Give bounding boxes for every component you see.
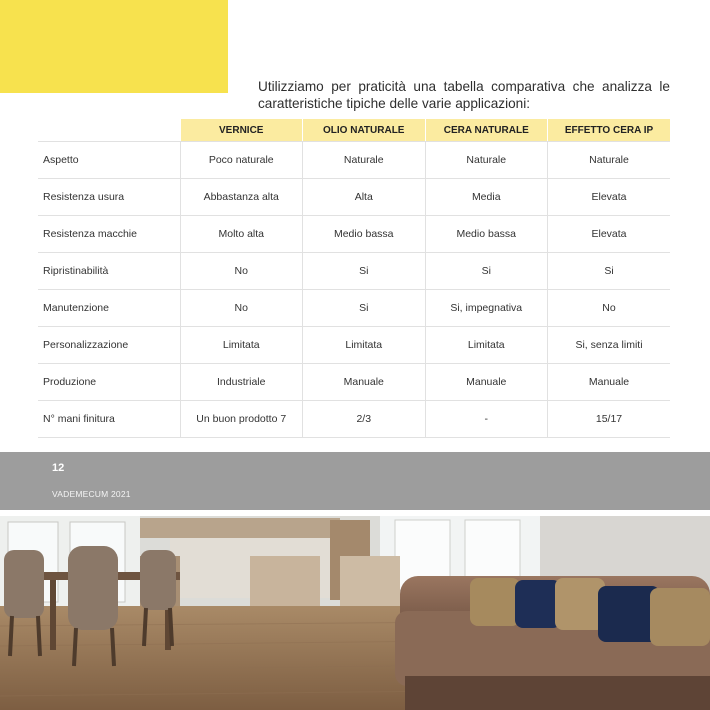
table-cell: Naturale bbox=[548, 142, 671, 179]
table-cell: Medio bassa bbox=[303, 216, 426, 253]
table-cell: Manuale bbox=[548, 364, 671, 401]
intro-paragraph: Utilizziamo per praticità una tabella comparativa che analizza le caratteristiche tipiche delle varie applicazioni: bbox=[258, 78, 670, 111]
table-cell: - bbox=[425, 401, 548, 438]
table-cell: Poco naturale bbox=[180, 142, 303, 179]
table-cell: Elevata bbox=[548, 216, 671, 253]
table-corner-cell bbox=[38, 119, 180, 142]
table-cell: Alta bbox=[303, 179, 426, 216]
table-row bbox=[38, 179, 670, 216]
table-cell: Medio bassa bbox=[425, 216, 548, 253]
yellow-accent-block bbox=[0, 0, 228, 93]
table-cell: Naturale bbox=[303, 142, 426, 179]
table-cell: Si bbox=[548, 253, 671, 290]
table-cell: 15/17 bbox=[548, 401, 671, 438]
row-label: N° mani finitura bbox=[38, 401, 180, 438]
row-label: Manutenzione bbox=[38, 290, 180, 327]
table-cell: Industriale bbox=[180, 364, 303, 401]
table-row bbox=[38, 290, 670, 327]
table-header-row bbox=[38, 119, 670, 142]
table-cell: Limitata bbox=[425, 327, 548, 364]
page-number: 12 bbox=[52, 462, 65, 474]
table-cell: Limitata bbox=[303, 327, 426, 364]
table-row bbox=[38, 253, 670, 290]
table-row bbox=[38, 327, 670, 364]
table-cell: Si bbox=[425, 253, 548, 290]
table-cell: Si, impegnativa bbox=[425, 290, 548, 327]
table-cell: Molto alta bbox=[180, 216, 303, 253]
table-cell: Naturale bbox=[425, 142, 548, 179]
table-cell: Manuale bbox=[303, 364, 426, 401]
row-label: Aspetto bbox=[38, 142, 180, 179]
table-cell: Elevata bbox=[548, 179, 671, 216]
column-header: CERA NATURALE bbox=[425, 119, 548, 142]
table-cell: Manuale bbox=[425, 364, 548, 401]
table-cell: Si bbox=[303, 253, 426, 290]
row-label: Resistenza macchie bbox=[38, 216, 180, 253]
table-row bbox=[38, 401, 670, 438]
footer-band bbox=[0, 452, 710, 510]
table-cell: Si bbox=[303, 290, 426, 327]
column-header: EFFETTO CERA IP bbox=[548, 119, 671, 142]
table-cell: No bbox=[180, 290, 303, 327]
footer-label: VADEMECUM 2021 bbox=[52, 489, 131, 499]
interior-photo bbox=[0, 516, 710, 710]
comparison-table bbox=[38, 119, 670, 438]
table-cell: 2/3 bbox=[303, 401, 426, 438]
table-row bbox=[38, 142, 670, 179]
column-header: VERNICE bbox=[180, 119, 303, 142]
table-cell: No bbox=[548, 290, 671, 327]
table-row bbox=[38, 364, 670, 401]
column-header: OLIO NATURALE bbox=[303, 119, 426, 142]
table-cell: Un buon prodotto 7 bbox=[180, 401, 303, 438]
row-label: Resistenza usura bbox=[38, 179, 180, 216]
table-cell: Abbastanza alta bbox=[180, 179, 303, 216]
table-cell: Limitata bbox=[180, 327, 303, 364]
row-label: Personalizzazione bbox=[38, 327, 180, 364]
table-cell: No bbox=[180, 253, 303, 290]
row-label: Ripristinabilità bbox=[38, 253, 180, 290]
table-row bbox=[38, 216, 670, 253]
row-label: Produzione bbox=[38, 364, 180, 401]
table-cell: Si, senza limiti bbox=[548, 327, 671, 364]
table-cell: Media bbox=[425, 179, 548, 216]
